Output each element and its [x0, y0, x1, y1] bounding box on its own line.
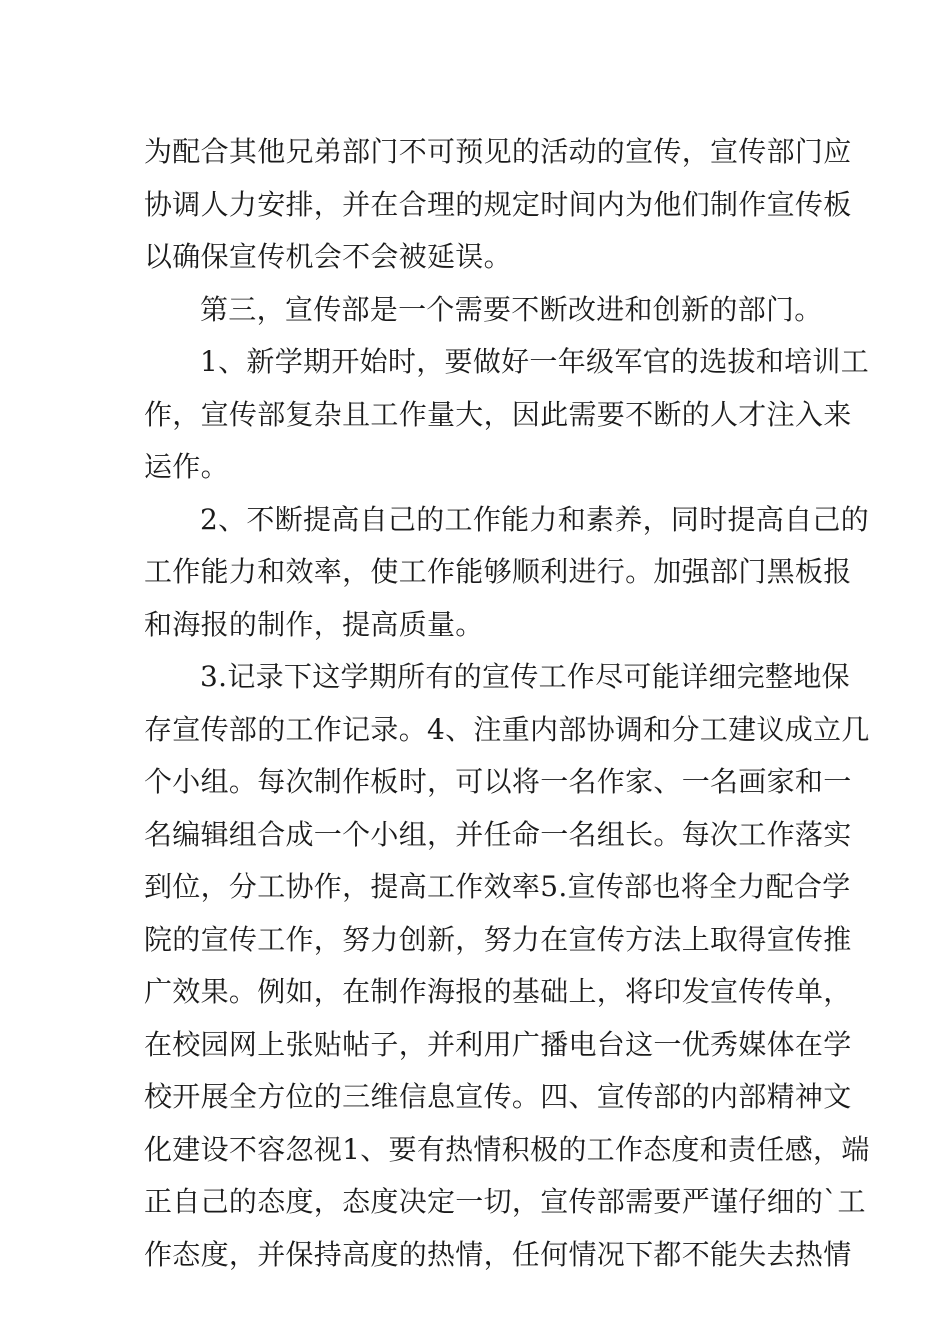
text-line: 到位，分工协作，提高工作效率5.宣传部也将全力配合学 — [144, 870, 851, 903]
text-line: 存宣传部的工作记录。4、注重内部协调和分工建议成立几 — [144, 712, 870, 746]
text-line: 院的宣传工作，努力创新，努力在宣传方法上取得宣传推 — [144, 922, 852, 956]
text-line: 在校园网上张贴帖子，并利用广播电台这一优秀媒体在学 — [144, 1027, 852, 1061]
text-line: 为配合其他兄弟部门不可预见的活动的宣传，宣传部门应 — [144, 135, 852, 168]
text-line: 广效果。例如，在制作海报的基础上，将印发宣传传单， — [144, 975, 852, 1008]
text-line: 运作。 — [144, 450, 229, 483]
text-line: 以确保宣传机会不会被延误。 — [144, 240, 512, 273]
text-line: 1、新学期开始时，要做好一年级军官的选拔和培训工 — [200, 345, 870, 378]
text-line: 3.记录下这学期所有的宣传工作尽可能详细完整地保 — [200, 660, 850, 693]
text-line: 协调人力安排，并在合理的规定时间内为他们制作宣传板 — [144, 187, 852, 221]
text-line: 工作能力和效率，使工作能够顺利进行。加强部门黑板报 — [144, 555, 852, 588]
text-line: 个小组。每次制作板时，可以将一名作家、一名画家和一 — [144, 765, 852, 798]
text-line: 化建设不容忽视1、要有热情积极的工作态度和责任感，端 — [144, 1132, 870, 1166]
text-line: 2、不断提高自己的工作能力和素养，同时提高自己的 — [200, 502, 870, 536]
text-line: 作态度，并保持高度的热情，任何情况下都不能失去热情 — [144, 1237, 852, 1271]
text-line: 作，宣传部复杂且工作量大，因此需要不断的人才注入来 — [144, 397, 852, 431]
text-line: 正自己的态度，态度决定一切，宣传部需要严谨仔细的`工 — [144, 1185, 866, 1218]
paragraph-heading: 第三，宣传部是一个需要不断改进和创新的部门。 — [200, 292, 823, 326]
text-line: 名编辑组合成一个小组，并任命一名组长。每次工作落实 — [144, 817, 852, 851]
document-body — [144, 126, 870, 1281]
text-line: 校开展全方位的三维信息宣传。四、宣传部的内部精神文 — [144, 1080, 852, 1113]
text-line: 和海报的制作，提高质量。 — [144, 607, 484, 641]
